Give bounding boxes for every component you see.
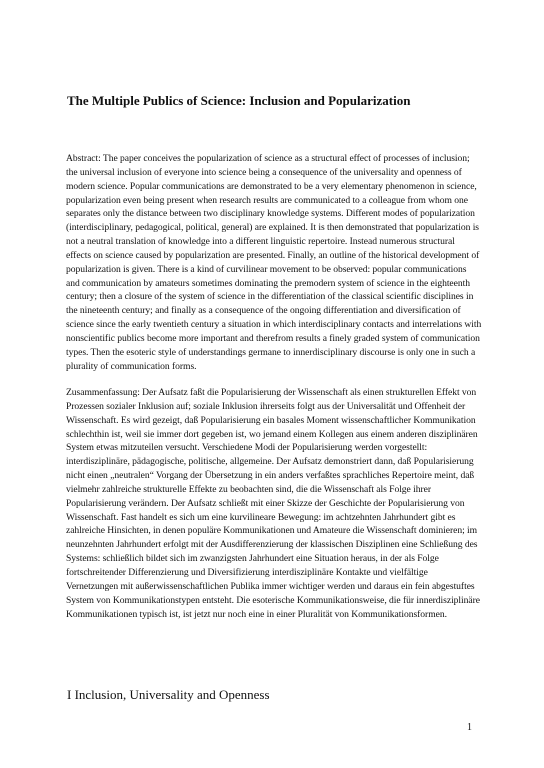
abstract-paragraph: Abstract: The paper conceives the popularization of science as a structural effect of processes of inclusion; the universal inclusion of everyone into science being a consequence of the universality and openness of modern science. Popular communications are demonstrated to be a very elementary phenomenon in science, popularization even being present when research results are communicated to a colleague from whom one separates only the distance between two disciplinary knowledge systems. Different modes of popularization (interdisciplinary, pedagogical, political, general) are explained. It is then demonstrated that popularization is not a neutral translation of knowledge into a different linguistic repertoire. Instead numerous structural effects on science caused by popularization are presented. Finally, an outline of the historical development of popularization is given. There is a kind of curvilinear movement to be observed: popular communications and communication by amateurs sometimes dominating the premodern system of science in the eighteenth century; then a closure of the system of science in the differentiation of the classical scientific disciplines in the nineteenth century; and finally as a consequence of the ongoing differentiation and diversification of science since the early twentieth century a situation in which interdisciplinary contacts and interrelations with nonscientific publics become more important and therefrom results a finely graded system of communication types. Then the esoteric style of understandings germane to innerdisciplinary discourse is only one in such a plurality of communication forms. (66, 153, 482, 372)
page-number: 1 (467, 722, 472, 733)
paper-title: The Multiple Publics of Science: Inclusion and Popularization (67, 93, 411, 108)
section-heading: I Inclusion, Universality and Openness (67, 687, 270, 702)
zusammenfassung-paragraph: Zusammenfassung: Der Aufsatz faßt die Popularisierung der Wissenschaft als einen strukturellen Effekt von Prozessen sozialer Inklusion auf; soziale Inklusion ihrerseits folgt aus der Universalität und Offenheit der Wissenschaft. Es wird gezeigt, daß Popularisierung ein basales Moment wissenschaftlicher Kommunikation schlechthin ist, weil sie immer dort gegeben ist, wo jemand einem Kollegen aus einem anderen disziplinären System etwas mitzuteilen versucht. Verschiedene Modi der Popularisierung werden vorgestellt: interdisziplinäre, pädagogische, politische, allgemeine. Der Aufsatz demonstriert dann, daß Popularisierung nicht einen „neutralen“ Vorgang der Übersetzung in ein anders verfaßtes sprachliches Repertoire meint, daß vielmehr zahlreiche strukturelle Effekte zu beobachten sind, die die Wissenschaft als Folge ihrer Popularisierung verändern. Der Aufsatz schließt mit einer Skizze der Geschichte der Popularisierung von Wissenschaft. Fast handelt es sich um eine kurvilineare Bewegung: im achtzehnten Jahrhundert gibt es zahlreiche Hinsichten, in denen populäre Kommunikationen und Amateure die Wissenschaft dominieren; im neunzehnten Jahrhundert erfolgt mit der Ausdifferenzierung der klassischen Disziplinen eine Schließung des Systems: schließlich bildet sich im zwanzigsten Jahrhundert eine Situation heraus, in der als Folge fortschreitender Differenzierung und Diversifizierung interdisziplinäre Kontakte und vielfältige Vernetzungen mit außerwissenschaftlichen Publika immer wichtiger werden und daraus ein fein abgestuftes System von Kommunikationstypen entsteht. Die esoterische Kommunikationsweise, die für innerdisziplinäre Kommunikationen typisch ist, ist jetzt nur noch eine in einer Pluralität von Kommunikationsformen. (66, 387, 480, 620)
